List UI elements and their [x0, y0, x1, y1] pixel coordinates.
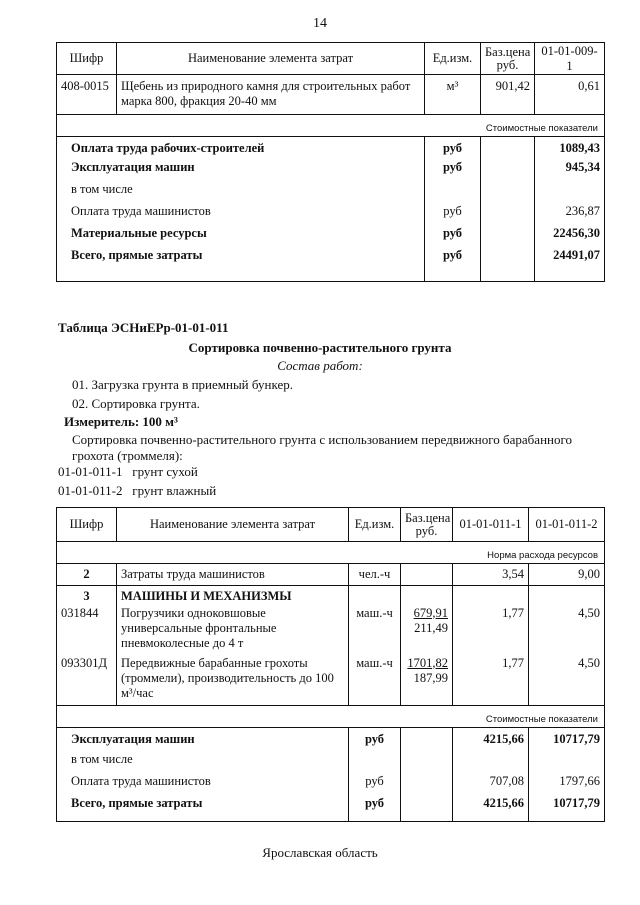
variant-code: 01-01-011-2	[58, 483, 123, 498]
header-unit: Ед.изм.	[349, 508, 401, 542]
header-name: Наименование элемента затрат	[117, 43, 425, 75]
resource-table-2	[56, 507, 605, 822]
machine-name: Погрузчики одноковшовые универсальные фронтальные пневмоколесные до 4 т	[117, 606, 349, 656]
cost-v2: 10717,79	[529, 796, 605, 822]
machine-code: 031844	[57, 606, 117, 656]
header-col1: 01-01-009-1	[535, 43, 605, 75]
labor-code: 2	[57, 564, 117, 586]
machine-price2: 187,99	[413, 670, 448, 685]
variant-text: грунт влажный	[132, 483, 217, 498]
header-col2: 01-01-011-2	[529, 508, 605, 542]
cost-v2: 10717,79	[529, 728, 605, 752]
cost-v1: 4215,66	[453, 796, 529, 822]
header-code: Шифр	[57, 43, 117, 75]
measure: Измеритель: 100 м³	[64, 414, 178, 429]
cost-unit: руб	[425, 248, 481, 282]
cost-unit: руб	[349, 796, 401, 822]
cost-label: Оплата труда рабочих-строителей	[57, 137, 425, 160]
work-caption: Состав работ:	[277, 358, 363, 373]
page-number: 14	[313, 16, 327, 31]
cost-unit: руб	[349, 774, 401, 796]
work-item: 01. Загрузка грунта в приемный бункер.	[72, 377, 293, 392]
labor-unit: чел.-ч	[349, 564, 401, 586]
cost-v1: 707,08	[453, 774, 529, 796]
cost-label: Оплата труда машинистов	[57, 774, 349, 796]
header-col1: 01-01-011-1	[453, 508, 529, 542]
header-name: Наименование элемента затрат	[117, 508, 349, 542]
machine-code: 093301Д	[57, 656, 117, 706]
machine-v1: 1,77	[453, 606, 529, 656]
cost-unit: руб	[425, 160, 481, 182]
machines-code: 3	[57, 586, 117, 606]
description: Сортировка почвенно-растительного грунта с использованием передвижного барабанного грохота (троммеля):	[72, 432, 572, 463]
cost-label: Всего, прямые затраты	[57, 796, 349, 822]
cost-label: в том числе	[57, 752, 349, 774]
footer-region: Ярославская область	[262, 845, 378, 860]
cost-caption: Стоимостные показатели	[57, 115, 605, 137]
labor-v2: 9,00	[529, 564, 605, 586]
cost-value: 945,34	[535, 160, 605, 182]
variant-item	[58, 483, 216, 499]
cost-v1: 4215,66	[453, 728, 529, 752]
variant-code: 01-01-011-1	[58, 464, 123, 479]
machine-unit: маш.-ч	[349, 606, 401, 656]
row-value: 0,61	[535, 75, 605, 115]
cost-unit: руб	[425, 137, 481, 160]
row-price: 901,42	[481, 75, 535, 115]
machine-name: Передвижные барабанные грохоты (троммели), производительность до 100 м³/час	[117, 656, 349, 706]
cost-value: 1089,43	[535, 137, 605, 160]
cost-value: 22456,30	[535, 226, 605, 248]
header-code: Шифр	[57, 508, 117, 542]
variant-text: грунт сухой	[132, 464, 198, 479]
cost-unit: руб	[425, 226, 481, 248]
machines-title: МАШИНЫ И МЕХАНИЗМЫ	[117, 586, 349, 606]
resource-table-1	[56, 42, 605, 282]
machine-unit: маш.-ч	[349, 656, 401, 706]
cost-label: Всего, прямые затраты	[57, 248, 425, 282]
cost-label: в том числе	[57, 182, 425, 204]
table-label: Таблица ЭСНиЕРр-01-01-011	[58, 320, 229, 335]
header-unit: Ед.изм.	[425, 43, 481, 75]
cost-label: Эксплуатация машин	[57, 160, 425, 182]
cost-value: 236,87	[535, 204, 605, 226]
labor-v1: 3,54	[453, 564, 529, 586]
row-code: 408-0015	[57, 75, 117, 115]
section-title: Сортировка почвенно-растительного грунта	[188, 340, 452, 355]
machine-v2: 4,50	[529, 606, 605, 656]
cost-unit: руб	[349, 728, 401, 752]
header-price: Баз.цена руб.	[401, 508, 453, 542]
row-unit: м³	[425, 75, 481, 115]
cost-label: Эксплуатация машин	[57, 728, 349, 752]
cost-value: 24491,07	[535, 248, 605, 282]
machine-v1: 1,77	[453, 656, 529, 706]
cost-unit: руб	[425, 204, 481, 226]
machine-price: 1701,82	[407, 655, 448, 670]
cost-v2: 1797,66	[529, 774, 605, 796]
row-name: Щебень из природного камня для строительных работ марка 800, фракция 20-40 мм	[117, 75, 425, 115]
machine-v2: 4,50	[529, 656, 605, 706]
header-price: Баз.цена руб.	[481, 43, 535, 75]
labor-name: Затраты труда машинистов	[117, 564, 349, 586]
cost-label: Материальные ресурсы	[57, 226, 425, 248]
cost-caption: Стоимостные показатели	[57, 706, 605, 728]
work-item: 02. Сортировка грунта.	[72, 396, 200, 411]
machine-price: 679,91	[413, 605, 448, 620]
norm-caption: Норма расхода ресурсов	[57, 542, 605, 564]
machine-price2: 211,49	[414, 620, 448, 635]
cost-label: Оплата труда машинистов	[57, 204, 425, 226]
variant-item	[58, 464, 198, 480]
